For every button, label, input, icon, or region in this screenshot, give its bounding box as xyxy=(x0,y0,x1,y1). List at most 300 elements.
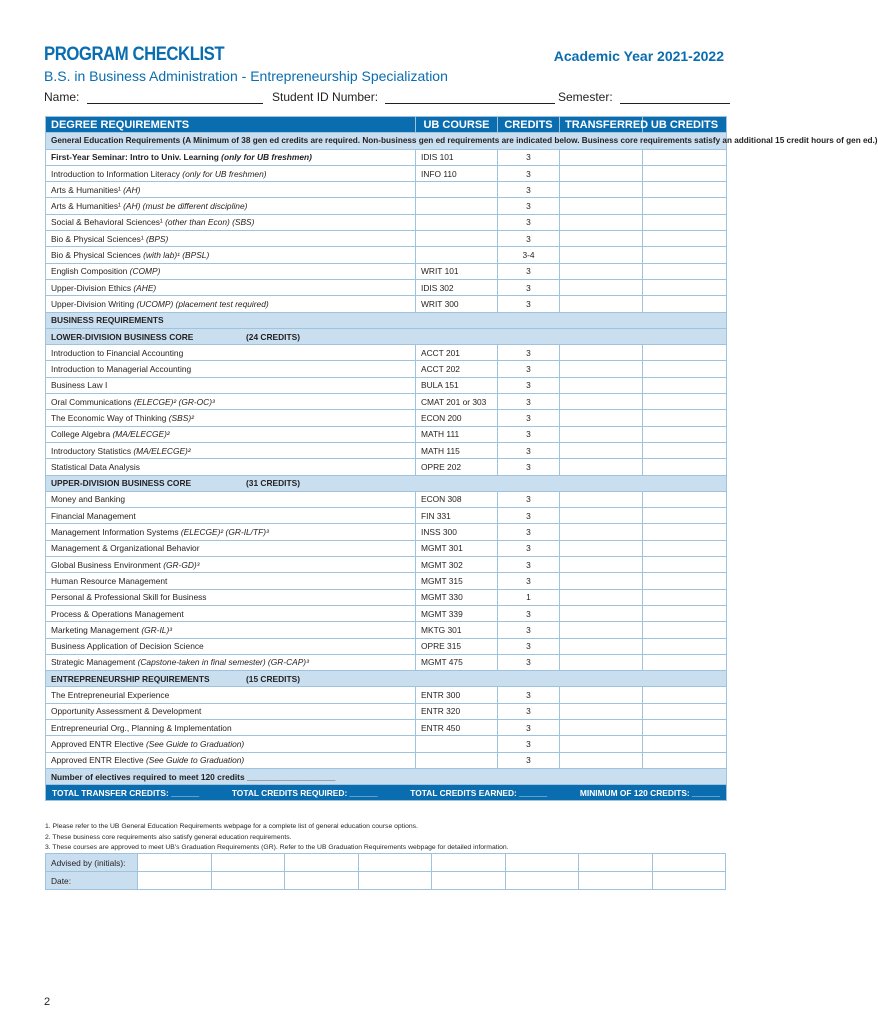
transferred-cell[interactable] xyxy=(560,589,643,605)
requirement-row xyxy=(46,247,727,263)
date-cell[interactable] xyxy=(358,872,432,890)
ub-credits-cell[interactable] xyxy=(643,491,727,507)
transferred-cell[interactable] xyxy=(560,605,643,621)
ub-course-cell: MGMT 301 xyxy=(416,540,498,556)
requirement-label: Management Information Systems xyxy=(51,527,181,538)
date-cell[interactable] xyxy=(432,872,506,890)
transferred-cell[interactable] xyxy=(560,247,643,263)
requirement-label: Social & Behavioral Sciences¹ xyxy=(51,217,166,228)
requirement-row xyxy=(46,459,727,475)
ub-credits-cell[interactable] xyxy=(643,361,727,377)
requirement-note: (only for UB freshmen) xyxy=(182,168,267,179)
ub-credits-cell[interactable] xyxy=(643,231,727,247)
ub-credits-cell[interactable] xyxy=(643,573,727,589)
transferred-cell[interactable] xyxy=(560,540,643,556)
ub-credits-cell[interactable] xyxy=(643,752,727,768)
date-label: Date: xyxy=(46,872,138,890)
gen-ed-section xyxy=(46,149,727,312)
ub-course-cell: MGMT 339 xyxy=(416,605,498,621)
credits-header: CREDITS xyxy=(498,117,560,133)
ub-course-cell xyxy=(416,214,498,230)
transferred-cell[interactable] xyxy=(560,703,643,719)
footnote-2: 2. These business core requirements also satisfy general education requirements. xyxy=(45,834,292,841)
transferred-header: TRANSFERRED xyxy=(560,117,643,133)
ub-course-cell: ECON 200 xyxy=(416,410,498,426)
transferred-cell[interactable] xyxy=(560,557,643,573)
requirement-label: Arts & Humanities¹ xyxy=(51,201,124,212)
requirement-name xyxy=(46,605,416,621)
transferred-cell[interactable] xyxy=(560,214,643,230)
requirement-name xyxy=(46,719,416,735)
transferred-cell[interactable] xyxy=(560,654,643,670)
credits-cell: 3 xyxy=(498,442,560,458)
transferred-cell[interactable] xyxy=(560,508,643,524)
ub-course-cell: IDIS 302 xyxy=(416,279,498,295)
requirement-note: (ELECGE)² (GR-IL/TF)³ xyxy=(180,527,269,538)
ub-course-cell: ECON 308 xyxy=(416,491,498,507)
requirement-name xyxy=(46,442,416,458)
ub-course-cell: MATH 115 xyxy=(416,442,498,458)
ub-credits-cell[interactable] xyxy=(643,345,727,361)
requirement-note: (COMP) xyxy=(129,266,161,277)
total-credits-earned: TOTAL CREDITS EARNED: ______ xyxy=(410,787,548,798)
transferred-cell[interactable] xyxy=(560,638,643,654)
degree-requirements-header: DEGREE REQUIREMENTS xyxy=(46,117,416,133)
requirement-label: Global Business Environment xyxy=(51,559,164,570)
ub-credits-cell[interactable] xyxy=(643,442,727,458)
requirement-row xyxy=(46,491,727,507)
ub-course-cell xyxy=(416,247,498,263)
requirement-label: Introduction to Financial Accounting xyxy=(51,347,184,358)
credits-cell: 3 xyxy=(498,736,560,752)
credits-cell: 3 xyxy=(498,557,560,573)
requirement-name xyxy=(46,654,416,670)
requirement-row xyxy=(46,703,727,719)
ub-course-cell: ACCT 201 xyxy=(416,345,498,361)
ub-credits-cell[interactable] xyxy=(643,279,727,295)
credits-cell: 3 xyxy=(498,361,560,377)
requirement-label: Upper-Division Ethics xyxy=(51,282,134,293)
credits-cell: 3 xyxy=(498,231,560,247)
requirement-label: Business Application of Decision Science xyxy=(51,641,204,652)
requirement-note: (See Guide to Graduation) xyxy=(145,755,245,766)
advised-cell[interactable] xyxy=(211,854,285,872)
requirement-name xyxy=(46,459,416,475)
requirement-name xyxy=(46,377,416,393)
requirement-label: Financial Management xyxy=(51,510,136,521)
requirement-name xyxy=(46,296,416,312)
requirement-row xyxy=(46,214,727,230)
requirement-label: Money and Banking xyxy=(51,494,126,505)
upper-core-label: UPPER-DIVISION BUSINESS CORE xyxy=(51,478,192,489)
requirement-row xyxy=(46,263,727,279)
entre-row xyxy=(46,671,727,687)
date-cell[interactable] xyxy=(505,872,579,890)
requirement-note: (AHE) xyxy=(133,282,157,293)
ub-credits-cell[interactable] xyxy=(643,410,727,426)
entre-section xyxy=(46,687,727,768)
credits-cell: 3 xyxy=(498,459,560,475)
requirement-note: (GR-GD)³ xyxy=(163,559,200,570)
requirement-row xyxy=(46,361,727,377)
advised-cell[interactable] xyxy=(432,854,506,872)
credits-cell: 1 xyxy=(498,589,560,605)
requirement-label: Marketing Management xyxy=(51,624,142,635)
requirement-row xyxy=(46,345,727,361)
requirement-label: Business Law I xyxy=(51,380,108,391)
requirement-note: (AH) xyxy=(123,184,141,195)
ub-course-cell: FIN 331 xyxy=(416,508,498,524)
requirement-row xyxy=(46,442,727,458)
requirement-note: (MA/ELECGE)² xyxy=(133,445,191,456)
ub-credits-cell[interactable] xyxy=(643,247,727,263)
transferred-cell[interactable] xyxy=(560,459,643,475)
requirement-row xyxy=(46,736,727,752)
ub-course-cell: ENTR 300 xyxy=(416,687,498,703)
requirement-note: (GR-IL)³ xyxy=(141,624,173,635)
requirement-label: The Economic Way of Thinking xyxy=(51,412,169,423)
ub-credits-cell[interactable] xyxy=(643,736,727,752)
upper-core-credits: (31 CREDITS) xyxy=(246,478,300,489)
page-number: 2 xyxy=(44,996,51,1008)
requirement-note: (MA/ELECGE)² xyxy=(112,429,170,440)
transferred-cell[interactable] xyxy=(560,165,643,181)
ub-credits-cell[interactable] xyxy=(643,638,727,654)
ub-course-cell: MATH 111 xyxy=(416,426,498,442)
credits-cell: 3 xyxy=(498,638,560,654)
credits-cell: 3 xyxy=(498,719,560,735)
requirement-name xyxy=(46,589,416,605)
credits-cell: 3 xyxy=(498,263,560,279)
page-title: PROGRAM CHECKLIST xyxy=(44,44,225,65)
credits-cell: 3 xyxy=(498,377,560,393)
ub-course-cell xyxy=(416,182,498,198)
advised-cell[interactable] xyxy=(358,854,432,872)
requirement-name xyxy=(46,361,416,377)
name-label: Name: xyxy=(44,90,80,104)
ub-credits-cell[interactable] xyxy=(643,149,727,165)
advised-by-label: Advised by (initials): xyxy=(46,854,138,872)
ub-credits-cell[interactable] xyxy=(643,524,727,540)
transferred-cell[interactable] xyxy=(560,491,643,507)
requirement-name xyxy=(46,687,416,703)
advised-cell[interactable] xyxy=(652,854,726,872)
requirement-note: (See Guide to Graduation) xyxy=(145,738,245,749)
ub-credits-cell[interactable] xyxy=(643,589,727,605)
ub-credits-cell[interactable] xyxy=(643,719,727,735)
credits-cell: 3 xyxy=(498,214,560,230)
requirement-row xyxy=(46,719,727,735)
requirement-row xyxy=(46,231,727,247)
requirement-label: Strategic Management xyxy=(51,657,138,668)
ub-course-cell: CMAT 201 or 303 xyxy=(416,394,498,410)
requirement-name xyxy=(46,508,416,524)
ub-course-cell xyxy=(416,198,498,214)
requirement-label: First-Year Seminar: Intro to Univ. Learning xyxy=(51,152,222,163)
credits-cell: 3 xyxy=(498,279,560,295)
business-req-label: BUSINESS REQUIREMENTS xyxy=(46,312,727,328)
lower-core-section xyxy=(46,345,727,475)
transferred-cell[interactable] xyxy=(560,573,643,589)
credits-cell: 3-4 xyxy=(498,247,560,263)
ub-credits-cell[interactable] xyxy=(643,508,727,524)
requirement-row xyxy=(46,638,727,654)
requirement-row xyxy=(46,589,727,605)
transferred-cell[interactable] xyxy=(560,687,643,703)
ub-credits-cell[interactable] xyxy=(643,214,727,230)
requirement-row xyxy=(46,198,727,214)
requirement-label: Introductory Statistics xyxy=(51,445,134,456)
transferred-cell[interactable] xyxy=(560,149,643,165)
requirement-label: Opportunity Assessment & Development xyxy=(51,706,202,717)
requirement-name xyxy=(46,149,416,165)
ub-course-cell: ACCT 202 xyxy=(416,361,498,377)
requirement-name xyxy=(46,736,416,752)
advised-cell[interactable] xyxy=(579,854,653,872)
requirement-note: (AH) (must be different discipline) xyxy=(123,201,248,212)
requirement-note: (other than Econ) (SBS) xyxy=(165,217,255,228)
requirement-name xyxy=(46,231,416,247)
requirement-label: Bio & Physical Sciences¹ xyxy=(51,233,146,244)
ub-course-cell: IDIS 101 xyxy=(416,149,498,165)
requirement-name xyxy=(46,752,416,768)
ub-credits-cell[interactable] xyxy=(643,296,727,312)
requirement-name xyxy=(46,394,416,410)
requirement-note: (Capstone-taken in final semester) (GR-CAP)³ xyxy=(137,657,309,668)
transferred-cell[interactable] xyxy=(560,263,643,279)
ub-credits-cell[interactable] xyxy=(643,703,727,719)
lower-core-label: LOWER-DIVISION BUSINESS CORE xyxy=(51,331,194,342)
transferred-cell[interactable] xyxy=(560,394,643,410)
lower-core-credits: (24 CREDITS) xyxy=(246,331,300,342)
ub-course-cell xyxy=(416,231,498,247)
requirement-row xyxy=(46,540,727,556)
student-id-line xyxy=(385,90,555,104)
ub-credits-cell[interactable] xyxy=(643,198,727,214)
requirement-note: (BPS) xyxy=(145,233,169,244)
requirement-name xyxy=(46,557,416,573)
requirement-name xyxy=(46,426,416,442)
requirement-label: Approved ENTR Elective xyxy=(51,755,146,766)
requirement-row xyxy=(46,557,727,573)
ub-credits-cell[interactable] xyxy=(643,165,727,181)
requirement-row xyxy=(46,410,727,426)
requirement-row xyxy=(46,622,727,638)
requirement-name xyxy=(46,247,416,263)
requirement-name xyxy=(46,491,416,507)
ub-credits-cell[interactable] xyxy=(643,605,727,621)
requirement-label: College Algebra xyxy=(51,429,113,440)
semester-label: Semester: xyxy=(558,90,613,104)
ub-course-cell: BULA 151 xyxy=(416,377,498,393)
ub-credits-cell[interactable] xyxy=(643,394,727,410)
requirement-row xyxy=(46,377,727,393)
requirement-label: The Entrepreneurial Experience xyxy=(51,690,170,701)
requirement-row xyxy=(46,165,727,181)
requirement-note: (UCOMP) (placement test required) xyxy=(136,298,269,309)
gen-ed-note-row xyxy=(46,133,727,149)
academic-year: Academic Year 2021-2022 xyxy=(553,48,724,64)
credits-cell: 3 xyxy=(498,573,560,589)
credits-cell: 3 xyxy=(498,703,560,719)
ub-course-cell: OPRE 315 xyxy=(416,638,498,654)
credits-cell: 3 xyxy=(498,296,560,312)
requirement-name xyxy=(46,573,416,589)
transferred-cell[interactable] xyxy=(560,182,643,198)
requirement-name xyxy=(46,540,416,556)
requirement-name xyxy=(46,345,416,361)
date-row xyxy=(46,872,726,890)
gen-ed-note: General Education Requirements (A Minimum of 38 gen ed credits are required. Non-business gen ed requirements are indicated below. Business core requirements satisfy an additional 15 credit hours of gen ed.) xyxy=(46,133,727,149)
requirement-name xyxy=(46,198,416,214)
credits-cell: 3 xyxy=(498,149,560,165)
credits-cell: 3 xyxy=(498,410,560,426)
requirement-label: Personal & Professional Skill for Business xyxy=(51,592,207,603)
requirement-row xyxy=(46,605,727,621)
transferred-cell[interactable] xyxy=(560,410,643,426)
requirement-name xyxy=(46,524,416,540)
ub-course-cell xyxy=(416,752,498,768)
requirement-note: (ELECGE)² (GR-OC)³ xyxy=(133,396,215,407)
credits-cell: 3 xyxy=(498,165,560,181)
ub-course-cell: MGMT 330 xyxy=(416,589,498,605)
advising-table xyxy=(45,853,726,890)
ub-credits-cell[interactable] xyxy=(643,622,727,638)
ub-credits-cell[interactable] xyxy=(643,459,727,475)
requirement-note: (only for UB freshmen) xyxy=(221,152,312,163)
transferred-cell[interactable] xyxy=(560,719,643,735)
footnote-3: 3. These courses are approved to meet UB's Graduation Requirements (GR). Refer to the UB Graduation Requirements webpage for detailed information. xyxy=(45,844,509,851)
lower-core-row xyxy=(46,328,727,344)
transferred-cell[interactable] xyxy=(560,345,643,361)
requirement-note: (SBS)² xyxy=(168,412,194,423)
entre-label: ENTREPRENEURSHIP REQUIREMENTS xyxy=(51,673,210,684)
requirement-row xyxy=(46,654,727,670)
requirement-label: Approved ENTR Elective xyxy=(51,738,146,749)
total-credits-required: TOTAL CREDITS REQUIRED: ______ xyxy=(231,787,378,798)
credits-cell: 3 xyxy=(498,687,560,703)
transferred-cell[interactable] xyxy=(560,442,643,458)
ub-course-cell: WRIT 101 xyxy=(416,263,498,279)
upper-core-row xyxy=(46,475,727,491)
advised-cell[interactable] xyxy=(505,854,579,872)
ub-credits-cell[interactable] xyxy=(643,654,727,670)
requirement-name xyxy=(46,214,416,230)
date-cell[interactable] xyxy=(579,872,653,890)
requirement-row xyxy=(46,296,727,312)
transferred-cell[interactable] xyxy=(560,426,643,442)
date-cell[interactable] xyxy=(652,872,726,890)
requirement-label: Bio & Physical Sciences xyxy=(51,250,144,261)
ub-course-cell: INFO 110 xyxy=(416,165,498,181)
date-cell[interactable] xyxy=(138,872,212,890)
requirement-row xyxy=(46,508,727,524)
total-transfer-credits: TOTAL TRANSFER CREDITS: ______ xyxy=(52,787,200,798)
transferred-cell[interactable] xyxy=(560,361,643,377)
date-cell[interactable] xyxy=(211,872,285,890)
ub-course-cell: OPRE 202 xyxy=(416,459,498,475)
advised-cell[interactable] xyxy=(138,854,212,872)
requirement-row xyxy=(46,524,727,540)
requirement-label: Oral Communications xyxy=(51,396,134,407)
credits-cell: 3 xyxy=(498,394,560,410)
ub-credits-header: UB CREDITS xyxy=(643,117,727,133)
requirement-row xyxy=(46,426,727,442)
transferred-cell[interactable] xyxy=(560,524,643,540)
transferred-cell[interactable] xyxy=(560,296,643,312)
transferred-cell[interactable] xyxy=(560,231,643,247)
requirement-name xyxy=(46,263,416,279)
ub-credits-cell[interactable] xyxy=(643,263,727,279)
advised-cell[interactable] xyxy=(285,854,359,872)
requirement-name xyxy=(46,638,416,654)
requirement-row xyxy=(46,149,727,165)
transferred-cell[interactable] xyxy=(560,622,643,638)
requirement-note: (with lab)¹ (BPSL) xyxy=(143,250,210,261)
transferred-cell[interactable] xyxy=(560,736,643,752)
credits-cell: 3 xyxy=(498,622,560,638)
requirement-row xyxy=(46,279,727,295)
advised-row xyxy=(46,854,726,872)
ub-credits-cell[interactable] xyxy=(643,687,727,703)
requirement-name xyxy=(46,703,416,719)
requirement-label: Human Resource Management xyxy=(51,575,168,586)
ub-course-header: UB COURSE xyxy=(416,117,498,133)
footnote-1: 1. Please refer to the UB General Education Requirements webpage for a complete list of general education course options. xyxy=(45,823,418,830)
entre-credits: (15 CREDITS) xyxy=(246,673,300,684)
requirement-label: Introduction to Information Literacy xyxy=(51,168,183,179)
requirement-row xyxy=(46,687,727,703)
requirement-label: Entrepreneurial Org., Planning & Implementation xyxy=(51,722,232,733)
ub-course-cell: INSS 300 xyxy=(416,524,498,540)
ub-course-cell: MGMT 475 xyxy=(416,654,498,670)
requirement-label: Arts & Humanities¹ xyxy=(51,184,124,195)
transferred-cell[interactable] xyxy=(560,279,643,295)
ub-credits-cell[interactable] xyxy=(643,377,727,393)
credits-cell: 3 xyxy=(498,426,560,442)
ub-course-cell: MGMT 315 xyxy=(416,573,498,589)
credits-cell: 3 xyxy=(498,605,560,621)
ub-course-cell: ENTR 320 xyxy=(416,703,498,719)
requirement-label: Management & Organizational Behavior xyxy=(51,543,200,554)
credits-cell: 3 xyxy=(498,540,560,556)
requirement-label: English Composition xyxy=(51,266,130,277)
credits-cell: 3 xyxy=(498,752,560,768)
credits-cell: 3 xyxy=(498,491,560,507)
name-field[interactable] xyxy=(44,90,263,104)
requirement-name xyxy=(46,410,416,426)
ub-credits-cell[interactable] xyxy=(643,540,727,556)
requirement-name xyxy=(46,622,416,638)
student-id-label: Student ID Number: xyxy=(272,90,379,104)
ub-credits-cell[interactable] xyxy=(643,557,727,573)
student-id-field[interactable] xyxy=(272,90,555,104)
semester-field[interactable] xyxy=(558,90,730,104)
ub-course-cell: ENTR 450 xyxy=(416,719,498,735)
checklist-table xyxy=(45,116,878,801)
requirement-row xyxy=(46,752,727,768)
ub-credits-cell[interactable] xyxy=(643,426,727,442)
name-line xyxy=(87,90,263,104)
date-cell[interactable] xyxy=(285,872,359,890)
electives-row xyxy=(46,768,727,784)
transferred-cell[interactable] xyxy=(560,377,643,393)
transferred-cell[interactable] xyxy=(560,752,643,768)
ub-credits-cell[interactable] xyxy=(643,182,727,198)
transferred-cell[interactable] xyxy=(560,198,643,214)
requirement-label: Statistical Data Analysis xyxy=(51,461,140,472)
totals-row xyxy=(46,785,727,801)
